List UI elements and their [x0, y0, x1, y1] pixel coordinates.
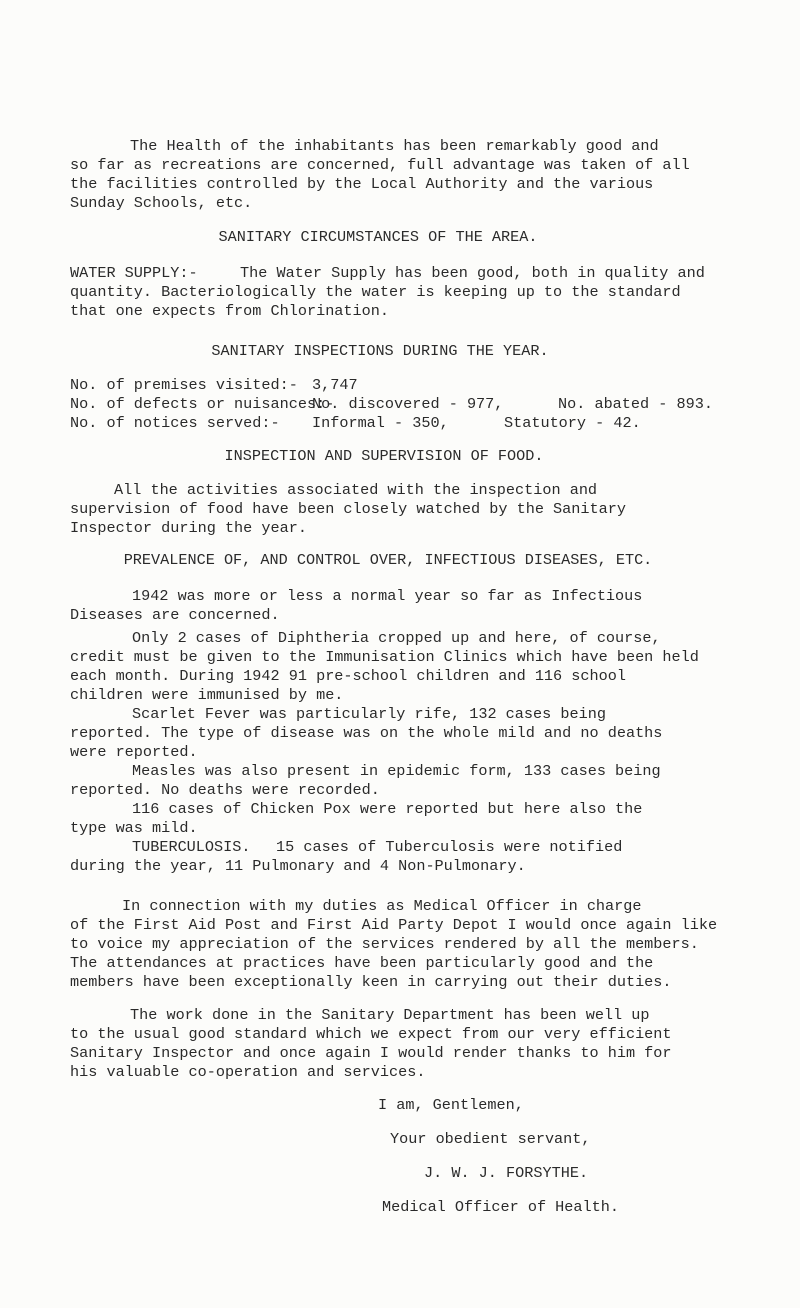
food-line-2: supervision of food have been closely watched by the Sanitary	[70, 500, 626, 518]
signatory-name: J. W. J. FORSYTHE.	[424, 1164, 589, 1182]
infectious-p1-line-2: Diseases are concerned.	[70, 606, 280, 624]
intro-line-3: the facilities controlled by the Local Authority and the various	[70, 175, 654, 193]
water-line-1: The Water Supply has been good, both in quality and	[240, 264, 705, 282]
closing-p1-line-4: The attendances at practices have been particularly good and the	[70, 954, 654, 972]
food-line-1: All the activities associated with the inspection and	[114, 481, 598, 499]
signatory-title: Medical Officer of Health.	[382, 1198, 619, 1216]
tuberculosis-label: TUBERCULOSIS.	[132, 838, 251, 856]
closing-p1-line-5: members have been exceptionally keen in carrying out their duties.	[70, 973, 672, 991]
tuberculosis-text: 15 cases of Tuberculosis were notified	[276, 838, 623, 856]
infectious-p3-line-2: reported. The type of disease was on the whole mild and no deaths	[70, 724, 663, 742]
notices-informal: Informal - 350,	[312, 414, 449, 432]
water-line-2: quantity. Bacteriologically the water is keeping up to the standard	[70, 283, 681, 301]
defects-label: No. of defects or nuisances:-	[70, 395, 335, 413]
infectious-p3-line-1: Scarlet Fever was particularly rife, 132 cases being	[132, 705, 606, 723]
salutation: I am, Gentlemen,	[378, 1096, 524, 1114]
premises-label: No. of premises visited:-	[70, 376, 298, 394]
food-line-3: Inspector during the year.	[70, 519, 307, 537]
closing-p1-line-1: In connection with my duties as Medical Officer in charge	[122, 897, 642, 915]
closing-p2-line-1: The work done in the Sanitary Department has been well up	[130, 1006, 650, 1024]
closing-p1-line-2: of the First Aid Post and First Aid Party Depot I would once again like	[70, 916, 718, 934]
sanitary-heading: SANITARY CIRCUMSTANCES OF THE AREA.	[218, 228, 538, 246]
closing-p2-line-3: Sanitary Inspector and once again I would render thanks to him for	[70, 1044, 672, 1062]
infectious-p2-line-2: credit must be given to the Immunisation Clinics which have been held	[70, 648, 699, 666]
infectious-p4-line-1: Measles was also present in epidemic form, 133 cases being	[132, 762, 661, 780]
infectious-p2-line-1: Only 2 cases of Diphtheria cropped up and here, of course,	[132, 629, 661, 647]
defects-abated: No. abated - 893.	[558, 395, 713, 413]
food-heading: INSPECTION AND SUPERVISION OF FOOD.	[224, 447, 544, 465]
infectious-p2-line-3: each month. During 1942 91 pre-school children and 116 school	[70, 667, 626, 685]
intro-line-1: The Health of the inhabitants has been remarkably good and	[130, 137, 659, 155]
infectious-p5-line-1: 116 cases of Chicken Pox were reported but here also the	[132, 800, 643, 818]
closing-p1-line-3: to voice my appreciation of the services rendered by all the members.	[70, 935, 699, 953]
notices-statutory: Statutory - 42.	[504, 414, 641, 432]
closing-p2-line-2: to the usual good standard which we expect from our very efficient	[70, 1025, 672, 1043]
closing-p2-line-4: his valuable co-operation and services.	[70, 1063, 426, 1081]
infectious-p3-line-3: were reported.	[70, 743, 198, 761]
intro-line-4: Sunday Schools, etc.	[70, 194, 253, 212]
premises-value: 3,747	[312, 376, 358, 394]
inspections-heading: SANITARY INSPECTIONS DURING THE YEAR.	[211, 342, 549, 360]
intro-line-2: so far as recreations are concerned, full advantage was taken of all	[70, 156, 690, 174]
defects-discovered: No. discovered - 977,	[312, 395, 504, 413]
water-line-3: that one expects from Chlorination.	[70, 302, 389, 320]
infectious-p5-line-2: type was mild.	[70, 819, 198, 837]
infectious-p1-line-1: 1942 was more or less a normal year so far as Infectious	[132, 587, 643, 605]
notices-label: No. of notices served:-	[70, 414, 280, 432]
infectious-p2-line-4: children were immunised by me.	[70, 686, 344, 704]
infectious-heading: PREVALENCE OF, AND CONTROL OVER, INFECTIOUS DISEASES, ETC.	[123, 551, 653, 569]
water-supply-label: WATER SUPPLY:-	[70, 264, 198, 282]
servant-line: Your obedient servant,	[390, 1130, 591, 1148]
tuberculosis-line-2: during the year, 11 Pulmonary and 4 Non-Pulmonary.	[70, 857, 526, 875]
infectious-p4-line-2: reported. No deaths were recorded.	[70, 781, 380, 799]
